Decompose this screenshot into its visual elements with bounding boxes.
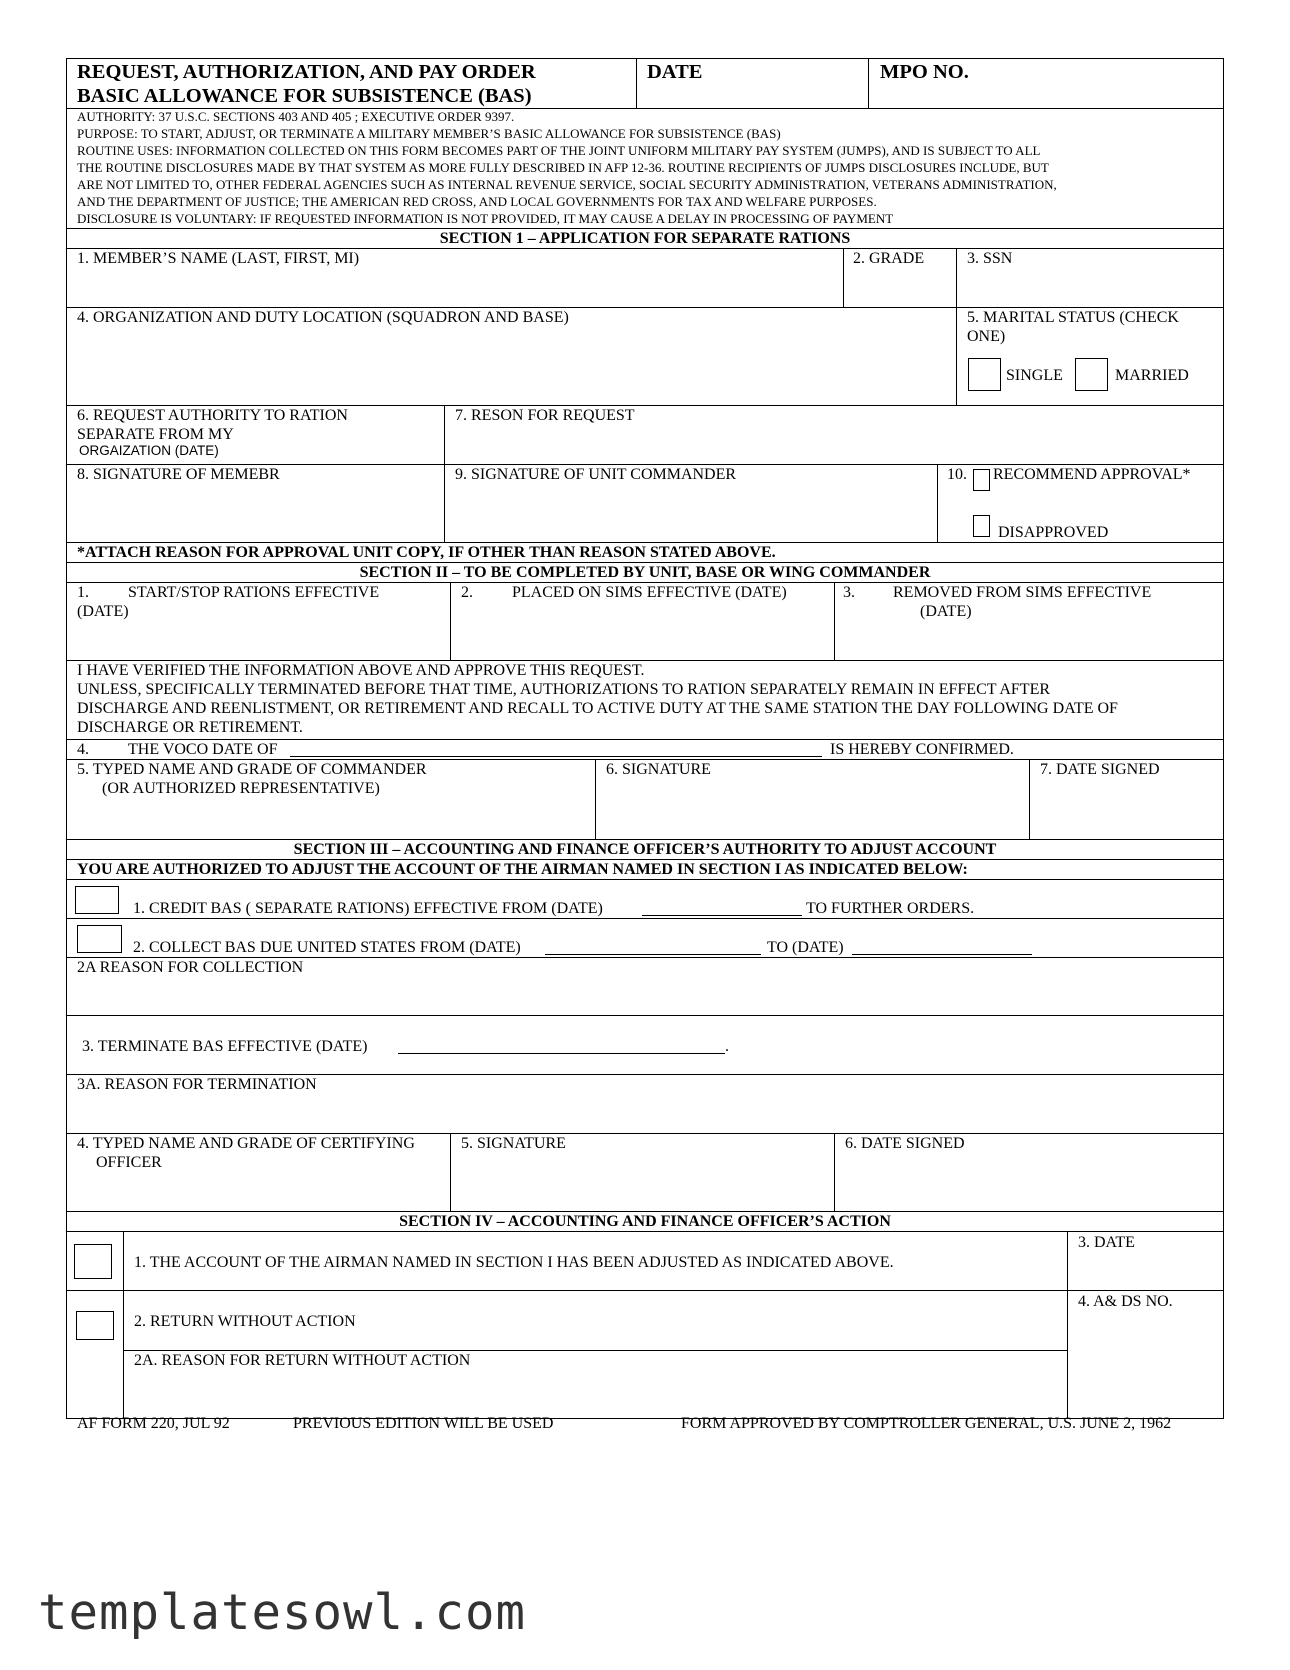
divider	[1029, 759, 1030, 839]
voco-date-line[interactable]	[290, 756, 822, 757]
divider	[937, 464, 938, 542]
attach-note: *ATTACH REASON FOR APPROVAL UNIT COPY, IF OTHER THAN REASON STATED ABOVE.	[77, 544, 776, 561]
start-stop-label: START/STOP RATIONS EFFECTIVE	[128, 584, 380, 601]
commander-name-label: (OR AUTHORIZED REPRESENTATIVE)	[102, 780, 380, 797]
verification-statement: DISCHARGE AND REENLISTMENT, OR RETIREMENT AND RECALL TO ACTIVE DUTY AT THE SAME STATION THE DAY FOLLOWING DATE OF	[77, 700, 1118, 717]
return-without-action-checkbox[interactable]	[76, 1311, 114, 1340]
action-date-label: 3. DATE	[1078, 1234, 1135, 1251]
divider	[66, 1290, 1224, 1291]
disapproved-label: DISAPPROVED	[998, 524, 1109, 541]
divider	[66, 1015, 1224, 1016]
section4-title: SECTION IV – ACCOUNTING AND FINANCE OFFICER’S ACTION	[399, 1213, 891, 1230]
divider	[834, 1133, 835, 1211]
divider	[66, 918, 1224, 919]
reason-for-collection-label: 2A REASON FOR COLLECTION	[77, 959, 304, 976]
married-label: MARRIED	[1115, 367, 1189, 384]
divider	[66, 1231, 1224, 1232]
officer-date-signed-label: 6. DATE SIGNED	[845, 1135, 965, 1152]
request-authority-label: ORGAIZATION (DATE)	[79, 443, 219, 458]
disclosure-text: DISCLOSURE IS VOLUNTARY: IF REQUESTED INFORMATION IS NOT PROVIDED, IT MAY CAUSE A DELAY IN PROCESSING OF PAYMENT	[77, 211, 894, 226]
item-10-label: 10.	[947, 466, 967, 483]
form-number: AF FORM 220, JUL 92	[77, 1415, 230, 1432]
routine-uses-text: ROUTINE USES: INFORMATION COLLECTED ON THIS FORM BECOMES PART OF THE JOINT UNIFORM MILITARY PAY SYSTEM (JUMPS), AND IS SUBJECT TO ALL	[77, 143, 1041, 158]
request-authority-label: 6. REQUEST AUTHORITY TO RATION	[77, 407, 348, 424]
recommend-approval-label: RECOMMEND APPROVAL*	[993, 466, 1191, 483]
commander-signature-label: 6. SIGNATURE	[606, 761, 711, 778]
ads-number-label: 4. A& DS NO.	[1078, 1293, 1173, 1310]
commander-name-label: 5. TYPED NAME AND GRADE OF COMMANDER	[77, 761, 427, 778]
placed-on-sims-label: PLACED ON SIMS EFFECTIVE (DATE)	[512, 584, 787, 601]
member-name-label: 1. MEMBER’S NAME (LAST, FIRST, MI)	[77, 250, 360, 267]
return-without-action-label: 2. RETURN WITHOUT ACTION	[134, 1313, 356, 1330]
section1-title: SECTION 1 – APPLICATION FOR SEPARATE RATIONS	[439, 230, 851, 247]
credit-bas-checkbox[interactable]	[75, 886, 119, 914]
watermark: templatesowl.com	[38, 1584, 527, 1641]
certifying-officer-label: OFFICER	[96, 1154, 162, 1171]
mpo-label: MPO NO.	[880, 61, 969, 83]
organization-label: 4. ORGANIZATION AND DUTY LOCATION (SQUADRON AND BASE)	[77, 309, 569, 326]
date-signed-label: 7. DATE SIGNED	[1040, 761, 1160, 778]
divider	[956, 307, 957, 405]
edition-note: PREVIOUS EDITION WILL BE USED	[293, 1415, 554, 1432]
divider	[123, 1231, 124, 1419]
routine-uses-text: ARE NOT LIMITED TO, OTHER FEDERAL AGENCIES SUCH AS INTERNAL REVENUE SERVICE, SOCIAL SECURITY ADMINISTRATION, VETERANS ADMINISTRATION,	[77, 177, 1057, 192]
recommend-approval-checkbox[interactable]	[973, 469, 990, 491]
credit-bas-end-label: TO FURTHER ORDERS.	[806, 900, 975, 917]
disapproved-checkbox[interactable]	[973, 515, 990, 537]
reason-for-return-label: 2A. REASON FOR RETURN WITHOUT ACTION	[134, 1352, 471, 1369]
member-signature-label: 8. SIGNATURE OF MEMEBR	[77, 466, 280, 483]
account-adjusted-label: 1. THE ACCOUNT OF THE AIRMAN NAMED IN SECTION I HAS BEEN ADJUSTED AS INDICATED ABOVE.	[134, 1254, 894, 1271]
terminate-bas-period: .	[725, 1038, 729, 1055]
officer-signature-label: 5. SIGNATURE	[461, 1135, 566, 1152]
divider	[444, 405, 445, 542]
divider	[1067, 1231, 1068, 1419]
date-label: DATE	[647, 61, 703, 83]
approval-note: FORM APPROVED BY COMPTROLLER GENERAL, U.S. JUNE 2, 1962	[681, 1415, 1172, 1432]
verification-statement: UNLESS, SPECIFICALLY TERMINATED BEFORE THAT TIME, AUTHORIZATIONS TO RATION SEPARATELY REMAIN IN EFFECT AFTER	[77, 681, 1051, 698]
marital-status-label: 5. MARITAL STATUS (CHECK	[967, 309, 1179, 326]
request-authority-label: SEPARATE FROM MY	[77, 426, 234, 443]
credit-date-line[interactable]	[642, 915, 802, 916]
credit-bas-label: 1. CREDIT BAS ( SEPARATE RATIONS) EFFECTIVE FROM (DATE)	[133, 900, 603, 917]
divider	[450, 1133, 451, 1211]
certifying-officer-label: 4. TYPED NAME AND GRADE OF CERTIFYING	[77, 1135, 415, 1152]
divider	[868, 58, 869, 108]
married-checkbox[interactable]	[1075, 358, 1108, 391]
divider	[956, 248, 957, 307]
collect-from-date-line[interactable]	[545, 954, 761, 955]
start-stop-label: (DATE)	[77, 603, 129, 620]
section3-subtitle: YOU ARE AUTHORIZED TO ADJUST THE ACCOUNT OF THE AIRMAN NAMED IN SECTION I AS INDICATED BELOW:	[77, 861, 968, 878]
removed-from-sims-number: 3.	[843, 584, 855, 601]
removed-from-sims-label: (DATE)	[920, 603, 972, 620]
single-checkbox[interactable]	[968, 358, 1001, 391]
divider	[66, 879, 1224, 880]
ssn-label: 3. SSN	[967, 250, 1013, 267]
divider	[636, 58, 637, 108]
verification-statement: DISCHARGE OR RETIREMENT.	[77, 719, 303, 736]
placed-on-sims-number: 2.	[461, 584, 473, 601]
divider	[843, 248, 844, 307]
section2-title: SECTION II – TO BE COMPLETED BY UNIT, BASE OR WING COMMANDER	[359, 564, 931, 581]
account-adjusted-checkbox[interactable]	[74, 1244, 112, 1279]
start-stop-number: 1.	[77, 584, 89, 601]
collect-bas-label: 2. COLLECT BAS DUE UNITED STATES FROM (DATE)	[133, 939, 521, 956]
marital-status-label: ONE)	[967, 328, 1006, 345]
divider	[595, 759, 596, 839]
form-title-line1: REQUEST, AUTHORIZATION, AND PAY ORDER	[77, 61, 536, 83]
removed-from-sims-label: REMOVED FROM SIMS EFFECTIVE	[893, 584, 1152, 601]
voco-confirmed-label: IS HEREBY CONFIRMED.	[830, 741, 1014, 758]
grade-label: 2. GRADE	[853, 250, 925, 267]
collect-bas-checkbox[interactable]	[77, 925, 122, 953]
commander-signature-label: 9. SIGNATURE OF UNIT COMMANDER	[455, 466, 737, 483]
collect-to-label: TO (DATE)	[767, 939, 844, 956]
purpose-text: PURPOSE: TO START, ADJUST, OR TERMINATE A MILITARY MEMBER’S BASIC ALLOWANCE FOR SUBSISTENCE (BAS)	[77, 126, 781, 141]
reason-for-request-label: 7. RESON FOR REQUEST	[455, 407, 635, 424]
voco-label: THE VOCO DATE OF	[128, 741, 278, 758]
collect-to-date-line[interactable]	[852, 954, 1032, 955]
terminate-date-line[interactable]	[398, 1053, 725, 1054]
terminate-bas-label: 3. TERMINATE BAS EFFECTIVE (DATE)	[82, 1038, 368, 1055]
section3-title: SECTION III – ACCOUNTING AND FINANCE OFFICER’S AUTHORITY TO ADJUST ACCOUNT	[293, 841, 997, 858]
divider	[834, 582, 835, 660]
authority-text: AUTHORITY: 37 U.S.C. SECTIONS 403 AND 405 ; EXECUTIVE ORDER 9397.	[77, 109, 515, 124]
divider	[450, 582, 451, 660]
routine-uses-text: AND THE DEPARTMENT OF JUSTICE; THE AMERICAN RED CROSS, AND LOCAL GOVERNMENTS FOR TAX AND WELFARE PURPOSES.	[77, 194, 877, 209]
form-title-line2: BASIC ALLOWANCE FOR SUBSISTENCE (BAS)	[77, 85, 532, 107]
single-label: SINGLE	[1006, 367, 1063, 384]
reason-for-termination-label: 3A. REASON FOR TERMINATION	[77, 1076, 317, 1093]
routine-uses-text: THE ROUTINE DISCLOSURES MADE BY THAT SYSTEM AS MORE FULLY DESCRIBED IN AFP 12-36. ROUTINE RECIPIENTS OF JUMPS DISCLOSURES INCLUDE, BUT	[77, 160, 1049, 175]
voco-number: 4.	[77, 741, 89, 758]
verification-statement: I HAVE VERIFIED THE INFORMATION ABOVE AND APPROVE THIS REQUEST.	[77, 662, 645, 679]
